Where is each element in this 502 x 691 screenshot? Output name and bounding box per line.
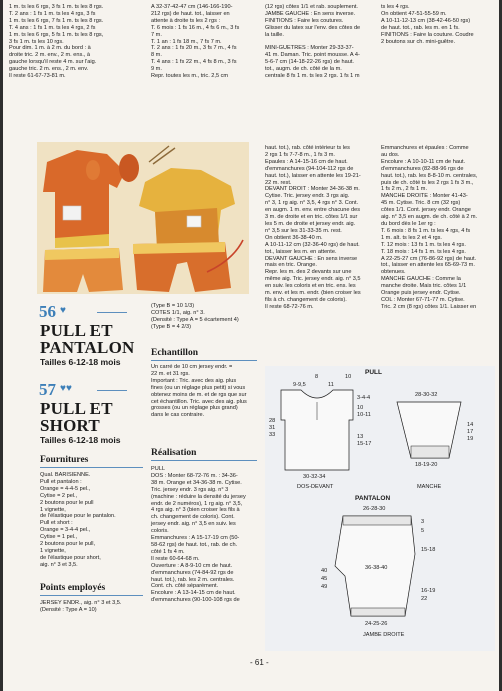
blue-rule — [151, 360, 257, 361]
blue-rule — [97, 390, 127, 391]
pull-dim-10-11: 10-11 — [357, 412, 371, 418]
pantalon-dim-45: 45 — [321, 576, 328, 582]
pantalon-dim-22: 22 — [421, 596, 428, 602]
pantalon-dim-3: 3 — [421, 519, 425, 525]
pantalon-dim-top: 26-28-30 — [363, 506, 386, 512]
pull-dim-15-17: 15-17 — [357, 441, 372, 447]
model-56-title-line1: PULL ET — [40, 321, 113, 340]
blue-rule — [40, 595, 143, 596]
pull-dim-33: 33 — [269, 432, 276, 438]
manche-dim-19: 19 — [467, 436, 474, 442]
heart-icon: ♥♥ — [60, 383, 72, 394]
pantalon-dim-15-18: 15-18 — [421, 547, 436, 553]
section-points: Points employés — [40, 583, 106, 593]
top-left-text: 1 m. ts les 6 rgs, 3 fs 1 m. ts les 8 rgs. T. 2 ans : 1 fs 1 m. ts les 4 rgs, 3 fs 1 m. ts les 6 rgs, 7 fs 1 m. ts les 8 rgs. T. 4 ans : 1 fs 1 m. ts les 4 rgs, 2 fs 1 m. ts les 6 rgs, 5 fs 1 m. ts les 8 rgs, 3 fs 1 m. ts les 10 rgs. Pour dim. 1 m. à 2 m. du bord : à droite tric. 2 m. env., 2 m. ens., à gauche lorsqu'il reste 4 m. sur l'aig. gauche tric. 2 m. ens., 2 m. env. Il reste 61-67-73-81 m. — [9, 4, 104, 80]
pull-label: PULL — [365, 369, 382, 376]
right-col-text: Emmanchures et épaules : Comme au dos. Encolure : A 10-10-11 cm de haut. d'emmanchures (82-88-96 rgs de haut. tot.), rab. les 8-8-10 m. centrales, puis de ch. côté ts les 2 rgs 1 fs 3 m., 1 fs 2 m., 2 fs 1 m. MANCHE DROITE : Monter 41-43- 45 m. Cytise. Tric. 8 cm (32 rgs) côtes 1/1. Cont. jersey endr. Orange aig. n° 3,5 en augm. de ch. côté à 2 m. du bord dès le 1er rg : T. 6 mois : 8 fs 1 m. ts les 4 rgs, 4 fs 1 m. alt. ts les 2 et 4 rgs. T. 12 mois : 13 fs 1 m. ts les 4 rgs. T. 18 mois : 14 fs 1 m. ts les 4 rgs. A 22-25-27 cm (76-86-92 rgs) de haut. tot., laisser en attente les 65-69-73 m. obtenues. MANCHE GAUCHE : Comme la manche droite. Mais tric. côtes 1/1 Orange puis jersey endr. Cytise. COL : Monter 67-71-77 m. Cytise. Tric. 2 cm (8 rgs) côtes 1/1. Laisser en — [381, 145, 478, 310]
top-right-text-2: ts les 4 rgs. On obtient 47-51-55-59 m. A 10-11-12-13 cm (38-42-46-50 rgs) de haut. tot., rab. les m. en 1 fs. FINITIONS : Faire la couture. Coudre 2 boutons sur ch. mini-guêtre. — [381, 4, 474, 45]
knitting-page — [3, 0, 499, 691]
manche-dim-top: 28-30-32 — [415, 392, 438, 398]
pull-dim-13: 13 — [357, 434, 364, 440]
top-mid-text: A 32-37-42-47 cm (146-166-190- 212 rgs) de haut. tot., laisser en attente à droite ts les 2 rgs : T. 6 mois : 1 fs 16 m., 4 fs 6 m., 3 fs 7 m. T. 1 an : 1 fs 18 m., 7 fs 7 m. T. 2 ans : 1 fs 20 m., 3 fs 7 m., 4 fs 8 m. T. 4 ans : 1 fs 22 m., 4 fs 8 m., 3 fs 9 m. Repr. toutes les m., tric. 2,5 cm — [151, 4, 240, 80]
schema-diagram — [265, 366, 495, 651]
pull-dim-9-95: 9-9,5 — [293, 382, 306, 388]
model-56-sizes: Tailles 6-12-18 mois — [40, 357, 121, 367]
fournitures-text: Qual. BARISIENNE. Pull et pantalon : Orange = 4-4-5 pel., Cytise = 2 pel., 2 boutons pour le pull 1 vignette, de l'élastique pour le pantalon. Pull et short : Orange = 3-4-4 pel., Cytise = 1 pel., 2 boutons pour le pull, 1 vignette, de l'élastique pour short, aig. n° 3 et 3,5. — [40, 472, 116, 568]
model-56-title-line2: PANTALON — [40, 338, 135, 357]
pantalon-dim-5: 5 — [421, 528, 425, 534]
pantalon-dim-40: 40 — [321, 568, 328, 574]
heart-icon: ♥ — [60, 305, 66, 316]
realisation-text: PULL DOS : Monter 68-72-76 m. : 34-36- 38 m. Orange et 34-36-38 m. Cytise. Tric. jersey endr. 3 rgs aig. n° 3 (machine : réduire la densité du jersey endr. de 2 numéros), 1 rg aig. n° 3,5, 4 rgs aig. n° 3 (bien croiser les fils à ch. changement de coloris). Cont. jersey endr. aig. n° 3,5 en suiv. les coloris. Emmanchures : A 15-17-19 cm (50- 58-62 rgs) de haut. tot., rab. de ch. côté 1 fs 4 m. Il reste 60-64-68 m. Ouverture : A 8-9-10 cm de haut. d'emmanchures (74-84-92 rgs de haut. tot.), rab. les 2 m. centrales. Cont. ch. côté séparément. Encolure : A 13-14-15 cm de haut. d'emmanchures (90-100-108 rgs de — [151, 466, 246, 604]
pantalon-dim-49: 49 — [321, 584, 328, 590]
section-echantillon: Echantillon — [151, 348, 198, 358]
model-57-title-line1: PULL ET — [40, 399, 113, 418]
model-57-title-line2: SHORT — [40, 416, 100, 435]
section-realisation: Réalisation — [151, 448, 197, 458]
page-number: - 61 - — [250, 658, 269, 667]
mid-col-text: haut. tot.), rab. côté intérieur ts les 2 rgs 1 fs 7-7-8 m., 1 fs 3 m. Epaules : A 14-15-16 cm de haut. d'emmanchures (94-104-112 rgs de haut. tot.), laisser en attente les 19-21- 22 m. rest. DEVANT DROIT : Monter 34-36-38 m. Cytise. Tric. jersey endr. 3 rgs aig. n° 3, 1 rg aig. n° 3,5, 4 rgs n° 3. Cont. en augm. 1 m. env. entre chacune des 3 m. de droite et en tric. côtes 1/1 sur les 5 m. de droite et jersey endr. aig. n° 3,5 sur les 31-33-35 m. rest. On obtient 36-38-40 m. A 10-11-12 cm (32-36-40 rgs) de haut. tot., laisser les m. en attente. DEVANT GAUCHE : En sens inverse mais en tric. Orange. Repr. les m. des 2 devants sur une même aig. Tric. jersey endr. aig. n° 3,5 en suiv. les coloris et en tric. ens. les m. env. et les m. endr. (bien croiser les fils à ch. changement de coloris). Il reste 68-72-76 m. — [265, 145, 361, 310]
manche-dim-14: 14 — [467, 422, 474, 428]
pantalon-dim-waist: 36-38-40 — [365, 565, 388, 571]
photo-illustration — [37, 142, 249, 294]
pull-dim-30-32-34: 30-32-34 — [303, 474, 326, 480]
blue-rule — [97, 312, 127, 313]
pull-dim-3-4-4: 3-4-4 — [357, 395, 371, 401]
pantalon-dim-16-19: 16-19 — [421, 588, 436, 594]
jambe-caption: JAMBE DROITE — [363, 632, 405, 638]
model-57-sizes: Tailles 6-12-18 mois — [40, 435, 121, 445]
product-photo — [37, 142, 249, 294]
manche-dim-bottom: 18-19-20 — [415, 462, 438, 468]
blue-rule — [151, 460, 257, 461]
model-number-56: 56 — [39, 302, 56, 321]
dos-devant-caption: DOS-DEVANT — [297, 484, 334, 490]
pull-dim-31: 31 — [269, 425, 276, 431]
section-fournitures: Fournitures — [40, 455, 89, 465]
echantillon-text: Un carré de 10 cm jersey endr. = 22 m. et 31 rgs. Important : Tric. avec des aig. plus fines (ou un réglage plus petit) si vous obtenez moins de m. et de rgs que sur cet échantillon. Tric. avec des aig. plus grosses (ou un réglage plus grand) dans le cas contraire. — [151, 364, 247, 419]
type-block: (Type B = 10 1/3) COTES 1/1, aig. n° 3. (Densité : Type A = 5 écartement 4) (Type B = 4 2/3) — [151, 303, 239, 330]
points-text: JERSEY ENDR., aig. n° 3 et 3,5. (Densité : Type A = 10) — [40, 600, 122, 613]
blue-rule — [40, 467, 143, 468]
pantalon-dim-bottom: 24-25-26 — [365, 621, 388, 627]
pull-dim-10b: 10 — [357, 405, 364, 411]
pull-dim-28: 28 — [269, 418, 276, 424]
pull-dim-11: 11 — [328, 382, 334, 388]
pull-dim-8: 8 — [315, 374, 319, 380]
model-number-57: 57 — [39, 380, 56, 399]
top-right-text-1: (12 rgs) côtes 1/1 et rab. souplement. JAMBE GAUCHE : En sens inverse. FINITIONS : Faire les coutures. Glisser du latex sur l'env. des côtes de la taille. MINI-GUETRES : Monter 29-33-37- 41 m. Daman. Tric. point mousse. A 4- 5-6-7 cm (14-18-22-26 rgs) de haut. tot., augm. de ch. côté de la m. centrale 8 fs 1 m. ts les 2 rgs. 1 fs 1 m — [265, 4, 361, 80]
manche-dim-17: 17 — [467, 429, 474, 435]
pantalon-label: PANTALON — [355, 495, 391, 502]
manche-caption: MANCHE — [417, 484, 442, 490]
pull-dim-10: 10 — [345, 374, 352, 380]
